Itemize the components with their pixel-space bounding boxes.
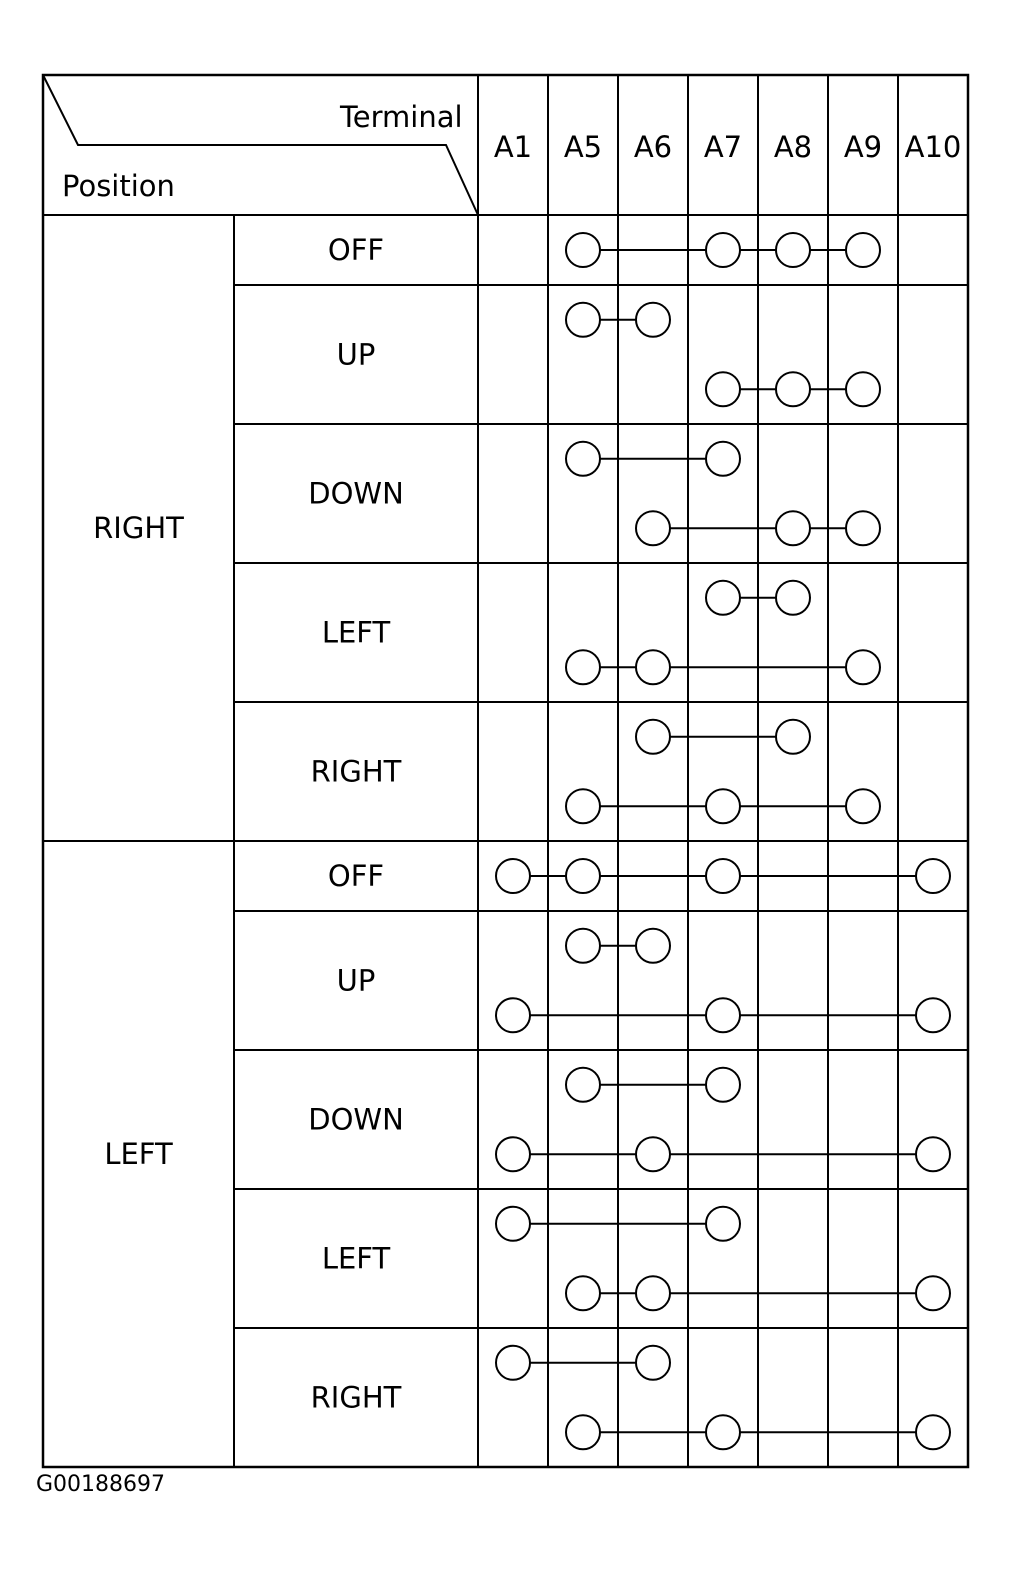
terminal-node: [496, 1207, 530, 1241]
row-label: OFF: [327, 233, 385, 267]
row-label: RIGHT: [310, 1380, 402, 1415]
terminal-labels: [494, 130, 962, 164]
terminal-node: [916, 859, 950, 893]
terminal-label: A1: [493, 130, 533, 164]
terminal-node: [566, 442, 600, 476]
terminal-node: [706, 233, 740, 267]
terminal-node: [706, 859, 740, 893]
terminal-node: [706, 1207, 740, 1241]
group-label: RIGHT: [93, 511, 184, 545]
terminal-node: [636, 720, 670, 754]
terminal-node: [776, 372, 810, 406]
terminal-node: [566, 233, 600, 267]
terminal-node: [566, 303, 600, 337]
terminal-node: [566, 650, 600, 684]
position-labels: [93, 233, 404, 1415]
terminal-node: [706, 581, 740, 615]
terminal-node: [846, 650, 880, 684]
table-border: [43, 75, 968, 1467]
row-label: DOWN: [308, 476, 404, 511]
terminal-node: [636, 650, 670, 684]
figure-id: G00188697: [36, 1472, 166, 1497]
terminal-node: [706, 1068, 740, 1102]
terminal-node: [706, 442, 740, 476]
group-label: LEFT: [104, 1137, 173, 1171]
terminal-label: A9: [843, 130, 883, 164]
terminal-node: [566, 929, 600, 963]
row-label: DOWN: [308, 1102, 404, 1137]
terminal-node: [846, 233, 880, 267]
terminal-node: [566, 1068, 600, 1102]
table-grid: [43, 75, 968, 1467]
terminal-label: A10: [904, 130, 962, 164]
terminal-label: A7: [703, 130, 743, 164]
row-label: UP: [336, 963, 376, 998]
row-label: LEFT: [321, 615, 391, 650]
terminal-node: [636, 1276, 670, 1310]
terminal-header: Terminal: [340, 100, 463, 134]
terminal-node: [636, 1346, 670, 1380]
terminal-node: [566, 859, 600, 893]
terminal-node: [916, 998, 950, 1032]
terminal-node: [776, 233, 810, 267]
terminal-node: [566, 789, 600, 823]
terminal-node: [916, 1415, 950, 1449]
terminal-node: [916, 1276, 950, 1310]
terminal-node: [916, 1137, 950, 1171]
terminal-node: [496, 1137, 530, 1171]
terminal-label: A8: [773, 130, 813, 164]
terminal-node: [846, 372, 880, 406]
position-header: Position: [62, 169, 175, 203]
row-label: OFF: [327, 859, 385, 893]
terminal-label: A5: [563, 130, 603, 164]
terminal-node: [636, 929, 670, 963]
terminal-node: [566, 1276, 600, 1310]
terminal-node: [706, 789, 740, 823]
terminal-node: [496, 1346, 530, 1380]
table-header: [62, 100, 463, 203]
terminal-node: [776, 720, 810, 754]
row-label: UP: [336, 337, 376, 372]
row-label: RIGHT: [310, 754, 402, 789]
terminal-node: [566, 1415, 600, 1449]
terminal-label: A6: [633, 130, 673, 164]
terminal-node: [776, 581, 810, 615]
terminal-node: [636, 1137, 670, 1171]
terminal-node: [706, 998, 740, 1032]
terminal-node: [706, 1415, 740, 1449]
terminal-node: [636, 511, 670, 545]
terminal-node: [706, 372, 740, 406]
terminal-node: [636, 303, 670, 337]
terminal-node: [846, 511, 880, 545]
terminal-node: [496, 859, 530, 893]
terminal-node: [496, 998, 530, 1032]
terminal-node: [846, 789, 880, 823]
row-label: LEFT: [321, 1241, 391, 1276]
terminal-node: [776, 511, 810, 545]
